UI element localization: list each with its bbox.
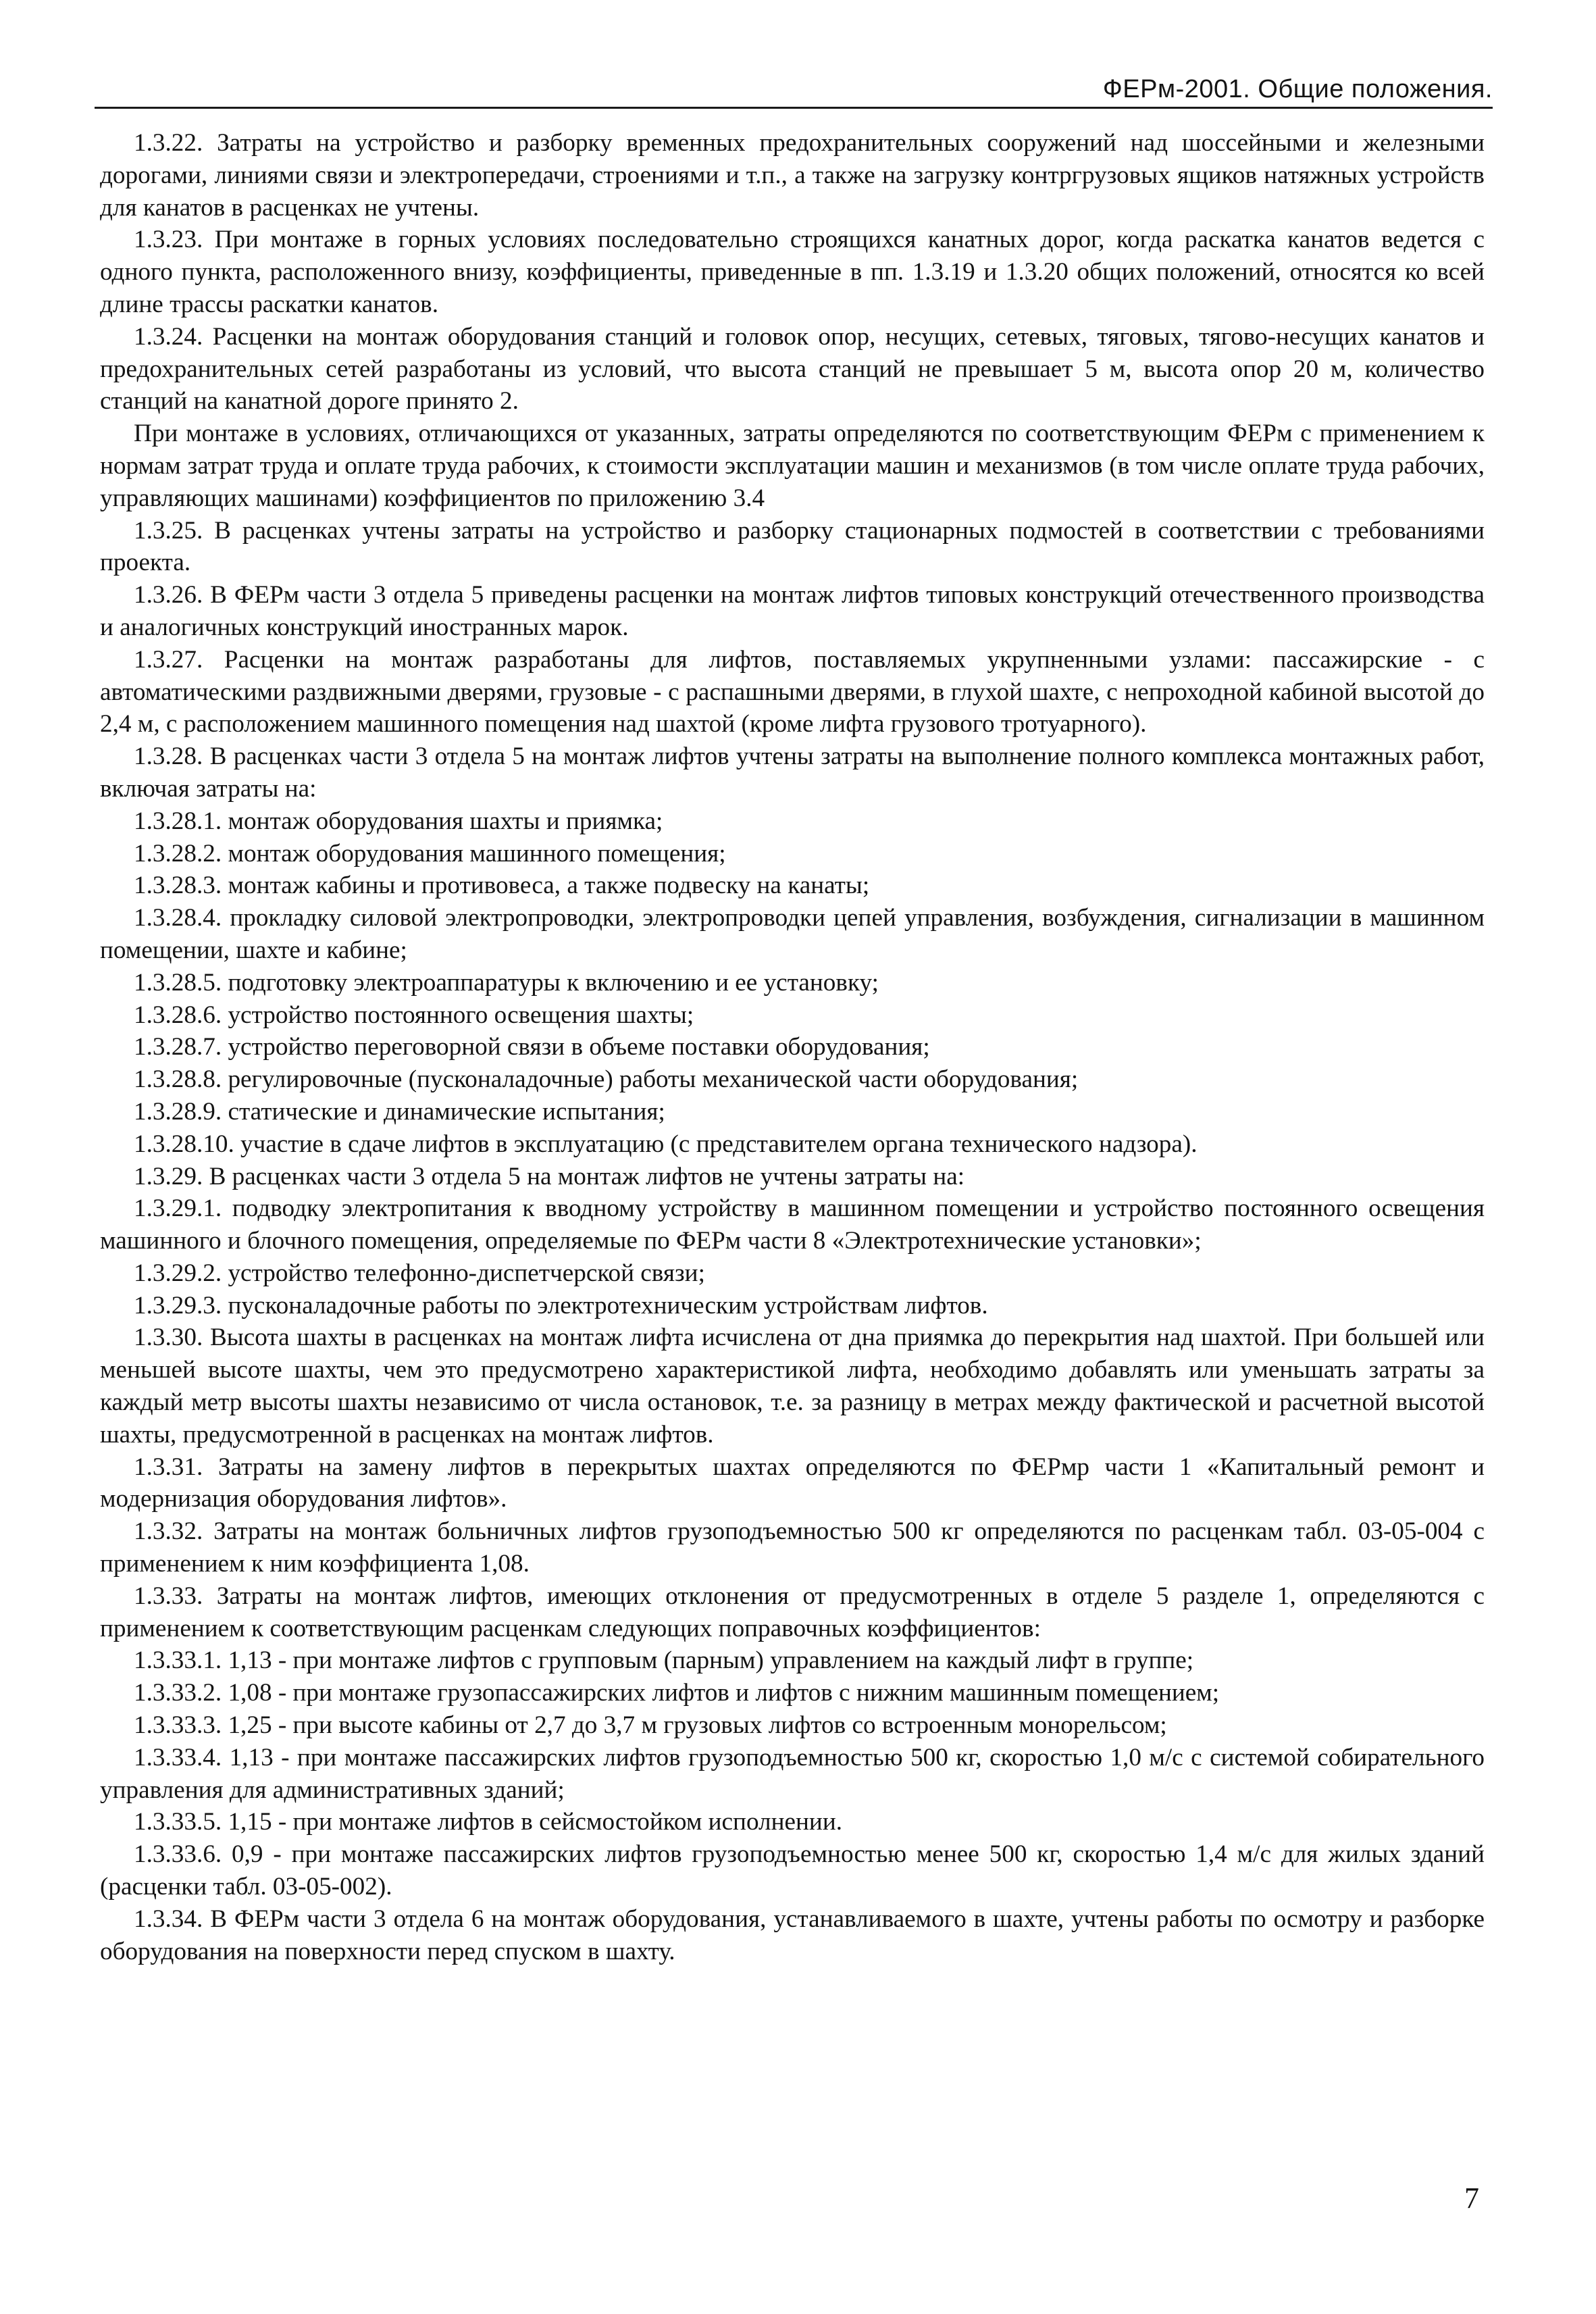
paragraph-1-3-32: 1.3.32. Затраты на монтаж больничных лифтов грузоподъемностью 500 кг определяются по расценкам табл. 03-05-004 с применением к ним коэффициента 1,08. — [100, 1517, 1485, 1578]
list-item-1-3-28-5: 1.3.28.5. подготовку электроаппаратуры к включению и ее установку; — [134, 968, 879, 997]
paragraph-1-3-25: 1.3.25. В расценках учтены затраты на устройство и разборку стационарных подмостей в соответствии с требованиями проекта. — [100, 516, 1485, 577]
list-item-1-3-28-10: 1.3.28.10. участие в сдаче лифтов в эксплуатацию (с представителем органа технического надзора). — [134, 1130, 1198, 1158]
list-item-1-3-33-5: 1.3.33.5. 1,15 - при монтаже лифтов в сейсмостойком исполнении. — [134, 1808, 843, 1836]
list-item-1-3-33-4: 1.3.33.4. 1,13 - при монтаже пассажирских лифтов грузоподъемностью 500 кг, скоростью 1,0 м/с с системой собирательного управления для административных зданий; — [100, 1743, 1485, 1804]
paragraph-1-3-24: 1.3.24. Расценки на монтаж оборудования станций и головок опор, несущих, сетевых, тяговых, тягово-несущих канатов и предохранительных сетей разработаны из условий, что высота станций не превышает 5 м, высота опор 20 м, количество станций на канатной дороге принято 2. — [100, 322, 1485, 416]
paragraph-1-3-22: 1.3.22. Затраты на устройство и разборку временных предохранительных сооружений над шоссейными и железными дорогами, линиями связи и электропередачи, строениями и т.п., а также на загрузку контргрузовых ящиков натяжных устройств для канатов в расценках не учтены. — [100, 129, 1485, 222]
list-item-1-3-28-8: 1.3.28.8. регулировочные (пусконаладочные) работы механической части оборудования; — [134, 1065, 1079, 1094]
running-header — [95, 65, 1493, 109]
list-item-1-3-28-1: 1.3.28.1. монтаж оборудования шахты и приямка; — [134, 807, 663, 835]
list-item-1-3-28-6: 1.3.28.6. устройство постоянного освещения шахты; — [134, 1001, 694, 1029]
paragraph-1-3-28: 1.3.28. В расценках части 3 отдела 5 на монтаж лифтов учтены затраты на выполнение полного комплекса монтажных работ, включая затраты на: — [100, 743, 1485, 803]
header-title: ФЕРм-2001. Общие положения. — [1102, 75, 1493, 103]
list-item-1-3-33-2: 1.3.33.2. 1,08 - при монтаже грузопассажирских лифтов и лифтов с нижним машинным помещением; — [134, 1679, 1220, 1707]
paragraph-1-3-23: 1.3.23. При монтаже в горных условиях последовательно строящихся канатных дорог, когда раскатка канатов ведется с одного пункта, расположенного внизу, коэффициенты, приведенные в пп. 1.3.19 и 1.3.20 общих положений, относятся ко всей длине трассы раскатки канатов. — [100, 226, 1485, 318]
paragraph-1-3-27: 1.3.27. Расценки на монтаж разработаны для лифтов, поставляемых укрупненными узлами: пассажирские - с автоматическими раздвижными дверями, грузовые - с распашными дверями, в глухой шахте, с непроходной кабиной высотой до 2,4 м, с расположением машинного помещения над шахтой (кроме лифта грузового тротуарного). — [100, 645, 1485, 738]
paragraph-1-3-31: 1.3.31. Затраты на замену лифтов в перекрытых шахтах определяются по ФЕРмр части 1 «Капитальный ремонт и модернизация оборудования лифтов». — [100, 1453, 1485, 1513]
paragraph-1-3-24-continued: При монтаже в условиях, отличающихся от указанных, затраты определяются по соответствующим ФЕРм с применением к нормам затрат труда и оплате труда рабочих, к стоимости эксплуатации машин и механизмов (в том числе оплате труда рабочих, управляющих машинами) коэффициентов по приложению 3.4 — [100, 420, 1485, 512]
list-item-1-3-28-4: 1.3.28.4. прокладку силовой электропроводки, электропроводки цепей управления, возбуждения, сигнализации в машинном помещении, шахте и кабине; — [100, 904, 1485, 964]
paragraph-1-3-30: 1.3.30. Высота шахты в расценках на монтаж лифта исчислена от дна приямка до перекрытия над шахтой. При большей или меньшей высоте шахты, чем это предусмотрено характеристикой лифта, необходимо добавлять или уменьшать затраты за каждый метр высоты шахты независимо от числа остановок, т.е. за разницу в метрах между фактической и расчетной высотой шахты, предусмотренной в расценках на монтаж лифтов. — [100, 1324, 1485, 1449]
list-item-1-3-28-7: 1.3.28.7. устройство переговорной связи в объеме поставки оборудования; — [134, 1033, 930, 1061]
list-item-1-3-33-1: 1.3.33.1. 1,13 - при монтаже лифтов с групповым (парным) управлением на каждый лифт в группе; — [134, 1646, 1194, 1675]
list-item-1-3-29-3: 1.3.29.3. пусконаладочные работы по электротехническим устройствам лифтов. — [134, 1291, 988, 1319]
paragraph-1-3-26: 1.3.26. В ФЕРм части 3 отдела 5 приведены расценки на монтаж лифтов типовых конструкций отечественного производства и аналогичных конструкций иностранных марок. — [100, 581, 1485, 641]
list-item-1-3-33-6: 1.3.33.6. 0,9 - при монтаже пассажирских лифтов грузоподъемностью менее 500 кг, скоростью 1,4 м/с для жилых зданий (расценки табл. 03-05-002). — [100, 1840, 1485, 1901]
list-item-1-3-28-3: 1.3.28.3. монтаж кабины и противовеса, а также подвеску на канаты; — [134, 872, 870, 900]
paragraph-1-3-33: 1.3.33. Затраты на монтаж лифтов, имеющих отклонения от предусмотренных в отделе 5 разделе 1, определяются с применением к соответствующим расценкам следующих поправочных коэффициентов: — [100, 1582, 1485, 1642]
document-body — [100, 127, 1485, 1967]
page-number: 7 — [1464, 2182, 1479, 2215]
list-item-1-3-33-3: 1.3.33.3. 1,25 - при высоте кабины от 2,7 до 3,7 м грузовых лифтов со встроенным монорельсом; — [134, 1711, 1167, 1740]
paragraph-1-3-34: 1.3.34. В ФЕРм части 3 отдела 6 на монтаж оборудования, устанавливаемого в шахте, учтены работы по осмотру и разборке оборудования на поверхности перед спуском в шахту. — [100, 1905, 1485, 1965]
paragraph-1-3-29: 1.3.29. В расценках части 3 отдела 5 на монтаж лифтов не учтены затраты на: — [134, 1162, 965, 1190]
list-item-1-3-29-1: 1.3.29.1. подводку электропитания к вводному устройству в машинном помещении и устройство постоянного освещения машинного и блочного помещения, определяемые по ФЕРм части 8 «Электротехнические установки»; — [100, 1194, 1485, 1255]
list-item-1-3-28-2: 1.3.28.2. монтаж оборудования машинного помещения; — [134, 839, 726, 867]
list-item-1-3-28-9: 1.3.28.9. статические и динамические испытания; — [134, 1097, 665, 1126]
list-item-1-3-29-2: 1.3.29.2. устройство телефонно-диспетчерской связи; — [134, 1259, 705, 1287]
